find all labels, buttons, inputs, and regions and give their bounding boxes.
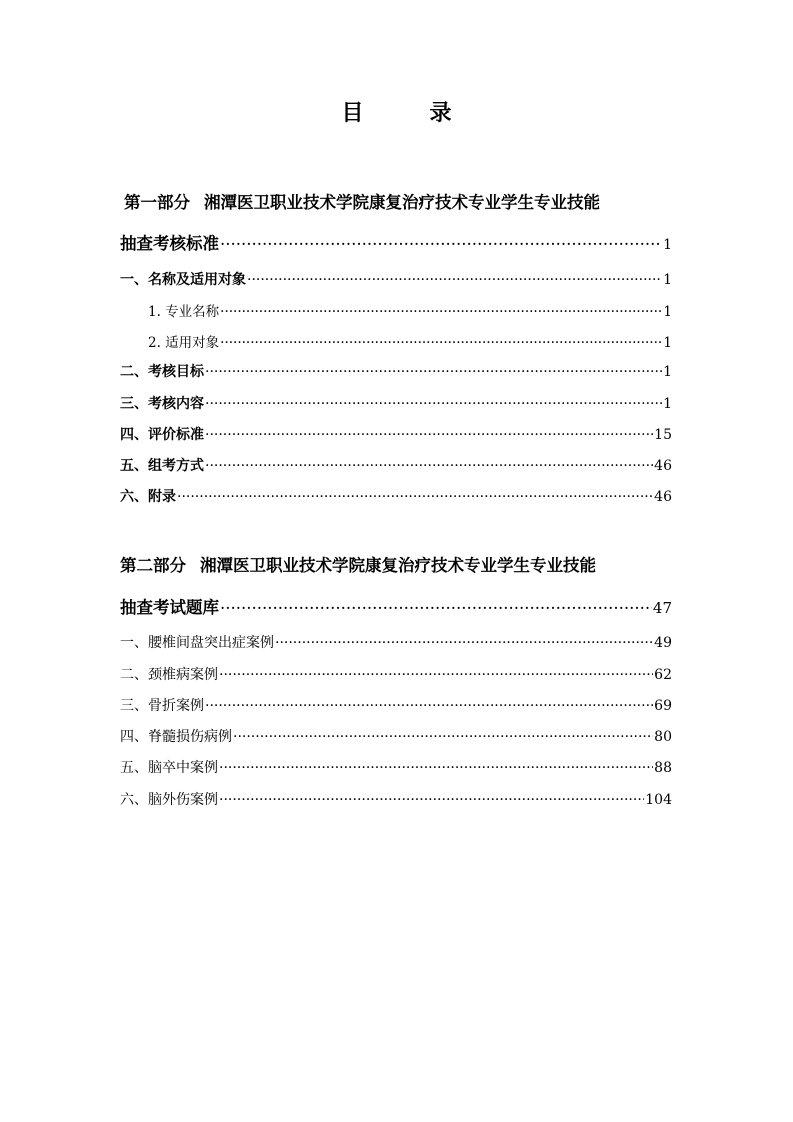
toc-entry-part1-continuation[interactable]	[120, 230, 672, 254]
toc-page-number: 69	[654, 698, 672, 714]
toc-entry[interactable]	[120, 486, 672, 506]
toc-page-number: 62	[654, 667, 672, 683]
dot-leader	[205, 456, 653, 470]
part2-heading[interactable]	[120, 552, 668, 576]
toc-entry[interactable]	[120, 424, 672, 444]
toc-entry[interactable]	[120, 632, 672, 652]
toc-entry-part2-continuation[interactable]	[120, 594, 672, 618]
toc-entry-label: 一、腰椎间盘突出症案例	[120, 635, 274, 651]
toc-entry[interactable]	[120, 331, 672, 351]
toc-entry-label: 三、骨折案例	[120, 698, 204, 714]
toc-page-number: 15	[654, 427, 672, 443]
toc-entry[interactable]	[120, 695, 672, 715]
dot-leader	[205, 696, 653, 710]
toc-page-number: 47	[652, 599, 672, 617]
dot-leader	[220, 233, 662, 250]
dot-leader	[220, 597, 652, 614]
toc-page-number: 49	[654, 635, 672, 651]
toc-entry-label: 四、脊髓损伤病例	[120, 729, 232, 745]
toc-entry[interactable]	[120, 726, 672, 746]
toc-page-number: 46	[654, 458, 672, 474]
toc-entry-label: 五、脑卒中案例	[120, 760, 218, 776]
part2-heading-text: 湘潭医卫职业技术学院康复治疗技术专业学生专业技能	[200, 556, 596, 575]
toc-entry-label: 六、脑外伤案例	[120, 792, 218, 808]
part2-number: 第二部分	[120, 556, 186, 575]
toc-entry[interactable]	[120, 269, 672, 289]
dot-leader	[205, 425, 653, 439]
dot-leader	[220, 334, 662, 348]
toc-page-number: 1	[663, 364, 672, 380]
toc-entry-label: 二、颈椎病案例	[120, 667, 218, 683]
toc-entry-label: 2. 适用对象	[148, 335, 220, 351]
dot-leader	[205, 362, 662, 376]
toc-entry-label: 五、组考方式	[120, 458, 204, 474]
page-title: 目 录	[341, 100, 474, 126]
dot-leader	[220, 303, 662, 317]
toc-page-number: 104	[645, 792, 672, 808]
toc-entry-label: 抽查考试题库	[120, 598, 219, 617]
dot-leader	[247, 270, 662, 284]
part1-heading-text: 湘潭医卫职业技术学院康复治疗技术专业学生专业技能	[204, 193, 600, 212]
toc-entry[interactable]	[120, 789, 672, 809]
toc-entry-label: 二、考核目标	[120, 364, 204, 380]
toc-page-number: 46	[654, 489, 672, 505]
toc-entry[interactable]	[120, 361, 672, 381]
toc-page-number: 80	[654, 729, 672, 745]
dot-leader	[219, 758, 653, 772]
toc-page-number: 1	[663, 396, 672, 412]
dot-leader	[219, 790, 644, 804]
toc-page-number: 1	[663, 335, 672, 351]
toc-entry-label: 六、附录	[120, 489, 176, 505]
dot-leader	[233, 727, 653, 741]
toc-entry[interactable]	[120, 455, 672, 475]
dot-leader	[219, 665, 653, 679]
toc-page-number: 1	[663, 304, 672, 320]
toc-entry[interactable]	[120, 300, 672, 320]
toc-page-number: 88	[654, 760, 672, 776]
toc-entry[interactable]	[120, 664, 672, 684]
toc-entry-label: 抽查考核标准	[120, 234, 219, 253]
part1-number: 第一部分	[124, 193, 190, 212]
toc-entry[interactable]	[120, 393, 672, 413]
toc-entry-label: 三、考核内容	[120, 396, 204, 412]
toc-entry-label: 四、评价标准	[120, 427, 204, 443]
dot-leader	[177, 487, 653, 501]
toc-entry-label: 一、名称及适用对象	[120, 272, 246, 288]
dot-leader	[275, 633, 653, 647]
toc-page-number: 1	[663, 237, 672, 253]
part1-heading[interactable]	[124, 189, 672, 213]
dot-leader	[205, 394, 662, 408]
toc-page-number: 1	[663, 272, 672, 288]
toc-entry-label: 1. 专业名称	[148, 304, 220, 320]
toc-entry[interactable]	[120, 757, 672, 777]
